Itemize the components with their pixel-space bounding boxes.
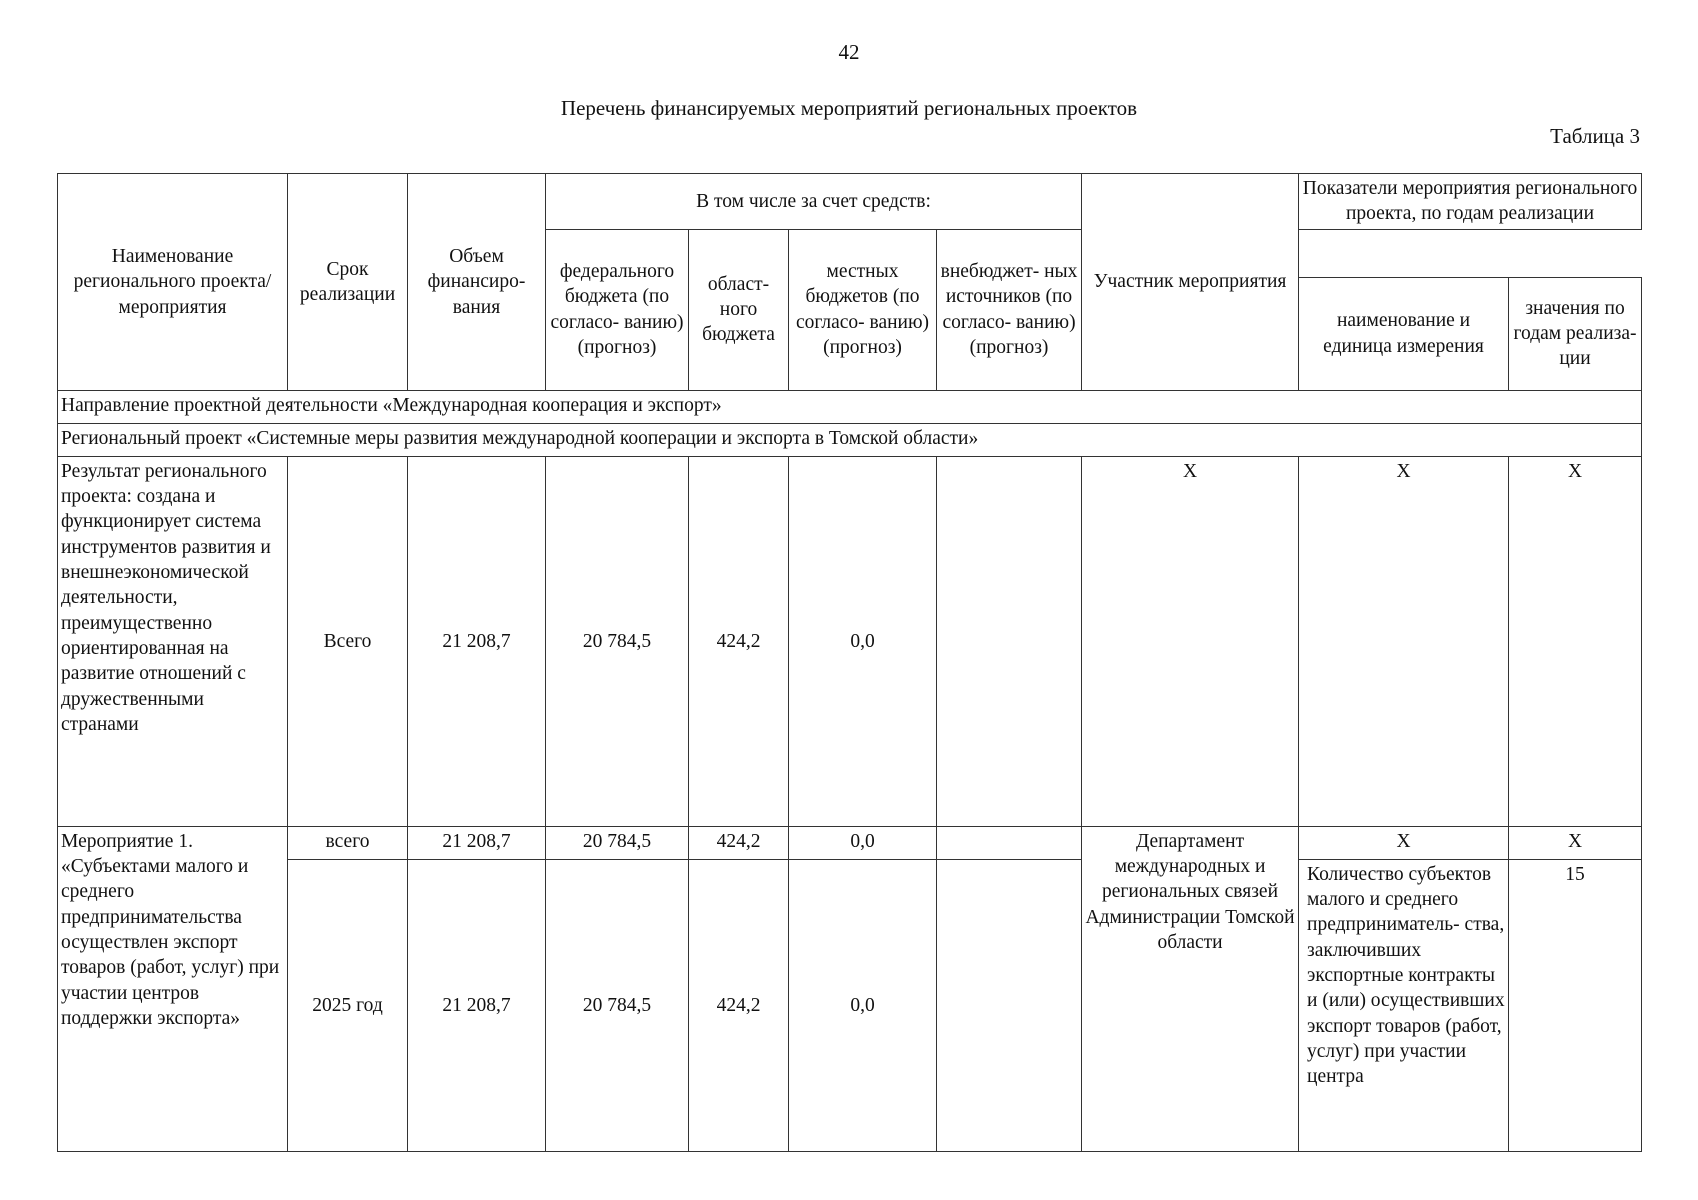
- header-name: Наименование регионального проекта/мероприятия: [58, 174, 288, 391]
- project-text: Региональный проект «Системные меры развития международной кооперации и экспорта в Томской области»: [58, 423, 1642, 456]
- header-volume: Объем финансиро- вания: [408, 174, 546, 391]
- result-regional: 424,2: [689, 456, 789, 826]
- event1-total-term: всего: [288, 826, 408, 859]
- header-local: местных бюджетов (по согласо- ванию) (прогноз): [789, 229, 937, 390]
- result-indicator-name: X: [1299, 456, 1509, 826]
- direction-row: [58, 390, 1642, 423]
- event1-total-regional: 424,2: [689, 826, 789, 859]
- header-indicator-values: значения по годам реализа- ции: [1509, 277, 1642, 390]
- event1-total-extra: [937, 826, 1082, 859]
- event1-total-indicator-name: X: [1299, 826, 1509, 859]
- event1-total-indicator-values: X: [1509, 826, 1642, 859]
- event1-2025-volume: 21 208,7: [408, 859, 546, 1151]
- page-number: 42: [838, 40, 860, 64]
- document-title: Перечень финансируемых мероприятий региональных проектов: [560, 96, 1138, 120]
- header-regional: област- ного бюджета: [689, 229, 789, 390]
- event1-2025-federal: 20 784,5: [546, 859, 689, 1151]
- event1-name: Мероприятие 1. «Субъектами малого и среднего предпринимательства осуществлен экспорт товаров (работ, услуг) при участии центров поддержки экспорта»: [58, 826, 288, 1151]
- table-label: Таблица 3: [1550, 124, 1640, 148]
- event1-2025-term: 2025 год: [288, 859, 408, 1151]
- result-participant: X: [1082, 456, 1299, 826]
- result-federal: 20 784,5: [546, 456, 689, 826]
- event1-total-row: [58, 826, 1642, 859]
- result-name: Результат регионального проекта: создана и функционирует система инструментов развития и внешнеэкономической деятельности, преимущественно ориентированная на развитие отношений с дружественными странами: [58, 456, 288, 826]
- result-extra: [937, 456, 1082, 826]
- result-term: Всего: [288, 456, 408, 826]
- event1-participant: Департамент международных и региональных связей Администрации Томской области: [1082, 826, 1299, 1151]
- header-including: В том числе за счет средств:: [546, 174, 1082, 230]
- header-indicators: Показатели мероприятия регионального проекта, по годам реализации: [1299, 174, 1642, 230]
- event1-2025-indicator-name: Количество субъектов малого и среднего предприниматель- ства, заключивших экспортные контракты и (или) осуществивших экспорт товаров (работ, услуг) при участии центра: [1299, 859, 1509, 1151]
- event1-2025-row: [58, 859, 1642, 1151]
- financing-table: [57, 173, 1642, 1152]
- header-participant: Участник мероприятия: [1082, 174, 1299, 391]
- result-row: [58, 456, 1642, 826]
- header-row-1: [58, 174, 1642, 230]
- event1-total-local: 0,0: [789, 826, 937, 859]
- result-volume: 21 208,7: [408, 456, 546, 826]
- direction-text: Направление проектной деятельности «Международная кооперация и экспорт»: [58, 390, 1642, 423]
- header-indicator-name: наименование и единица измерения: [1299, 277, 1509, 390]
- header-term: Срок реализации: [288, 174, 408, 391]
- event1-total-volume: 21 208,7: [408, 826, 546, 859]
- header-extra: внебюджет- ных источников (по согласо- ванию) (прогноз): [937, 229, 1082, 390]
- event1-2025-local: 0,0: [789, 859, 937, 1151]
- event1-2025-indicator-values: 15: [1509, 859, 1642, 1151]
- event1-total-federal: 20 784,5: [546, 826, 689, 859]
- result-local: 0,0: [789, 456, 937, 826]
- project-row: [58, 423, 1642, 456]
- event1-2025-extra: [937, 859, 1082, 1151]
- header-federal: федерального бюджета (по согласо- ванию) (прогноз): [546, 229, 689, 390]
- result-indicator-values: X: [1509, 456, 1642, 826]
- event1-2025-regional: 424,2: [689, 859, 789, 1151]
